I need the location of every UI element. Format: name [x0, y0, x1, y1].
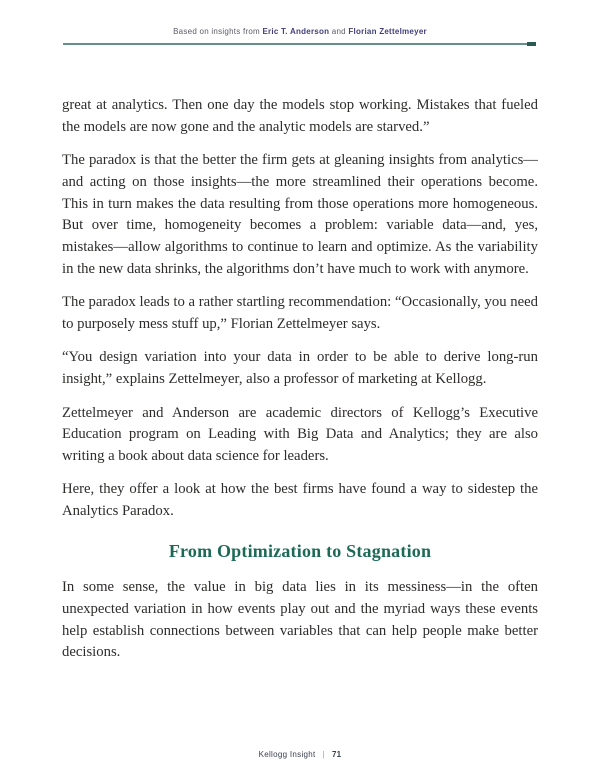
header-rule-endcap: [527, 42, 536, 46]
header-prefix-text: Based on insights from: [173, 27, 263, 36]
paragraph: Here, they offer a look at how the best firms have found a way to sidestep the Analytics Paradox.: [62, 481, 538, 520]
header-author-2: Florian Zettelmeyer: [348, 27, 427, 36]
page-number: 71: [331, 750, 342, 759]
header-connector-text: and: [329, 27, 349, 36]
paragraph: “You design variation into your data in order to be able to derive long-run insight,” explains Zettelmeyer, also a professor of marketing at Kellogg.: [62, 349, 538, 388]
paragraph: The paradox is that the better the firm gets at gleaning insights from analytics—and acting on those insights—the more streamlined their operations become. This in turn makes the data resulting from those operations more homogeneous. But over time, homogeneity becomes a problem: variable data—and, yes, mistakes—allow algorithms to continue to learn and optimize. As the variability in the new data shrinks, the algorithms don’t have much to work with anymore.: [62, 152, 538, 278]
page-footer: [0, 750, 600, 759]
paragraph: great at analytics. Then one day the models stop working. Mistakes that fueled the models are now gone and the analytic models are starved.”: [62, 97, 538, 135]
footer-separator: |: [322, 750, 325, 759]
paragraph: In some sense, the value in big data lies in its messiness—in the often unexpected variation in how events play out and the myriad ways these events help establish connections between variables that can help people make better decisions.: [62, 579, 538, 661]
section-heading: From Optimization to Stagnation: [168, 541, 432, 562]
header-author-1: Eric T. Anderson: [262, 27, 330, 36]
page-header: [0, 0, 600, 37]
article-body: [62, 95, 538, 664]
header-rule: [63, 43, 536, 45]
paragraph: Zettelmeyer and Anderson are academic directors of Kellogg’s Executive Education program on Leading with Big Data and Analytics; they are also writing a book about data science for leaders.: [62, 404, 538, 465]
paragraph: The paradox leads to a rather startling recommendation: “Occasionally, you need to purposely mess stuff up,” Florian Zettelmeyer says.: [62, 294, 538, 333]
publication-name: Kellogg Insight: [258, 750, 316, 759]
